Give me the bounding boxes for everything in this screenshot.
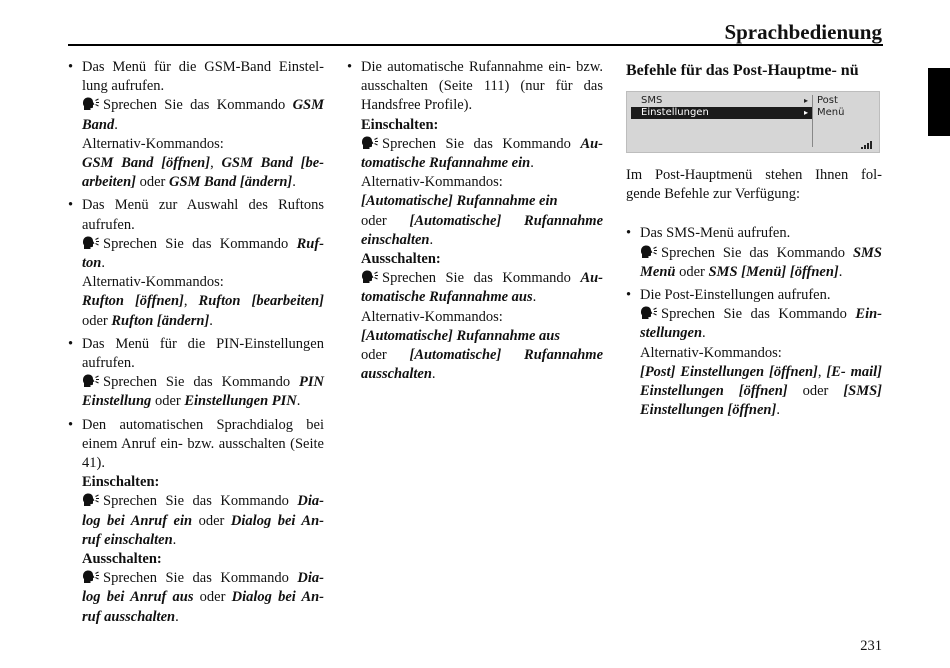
side-label: Post Menü	[817, 95, 845, 118]
list-item: • Die Post-Einstellungen aufrufen. Sprechen Sie das Kommando Ein- stellungen. Alternativ-Kommandos: [Post] Einstellungen [öffnen], [E- mail] Einstellungen [öffnen] oder [SMS] Einstellungen [öffnen].	[626, 287, 883, 419]
menu-item-sms: SMS ▸	[641, 95, 808, 106]
section-heading: Befehle für das Post-Hauptme- nü	[626, 62, 859, 79]
column-2	[347, 58, 603, 388]
list-item: • Das Menü für die GSM-Band Einstel- lung aufrufen. Sprechen Sie das Kommando GSM Band. Alternativ-Kommandos: GSM Band [öffnen], GSM Band [be- arbeiten] oder GSM Band [ändern].	[68, 59, 324, 191]
speaking-head-icon	[82, 570, 100, 584]
speaking-head-icon	[361, 136, 379, 150]
column-1	[68, 58, 324, 631]
speaking-head-icon	[82, 97, 100, 111]
page-number: 231	[860, 638, 882, 654]
signal-icon	[861, 141, 875, 149]
display-screenshot	[626, 91, 880, 153]
list-item: • Den automatischen Sprachdialog bei einem Anruf ein- bzw. ausschalten (Seite 41). Einschalten: Sprechen Sie das Kommando Dia- log bei Anruf ein oder Dialog bei An- ruf einschalten. Ausschalten: Sprechen Sie das Kommando Dia- log bei Anruf aus oder Dialog bei An- ruf ausschalten.	[68, 416, 325, 625]
header-rule	[68, 44, 883, 46]
arrow-right-icon: ▸	[803, 96, 808, 105]
page-title: Sprachbedienung	[724, 20, 882, 44]
column-3	[626, 58, 882, 424]
speaking-head-icon	[82, 374, 100, 388]
speaking-head-icon	[82, 236, 100, 250]
menu-item-einstellungen: Einstellungen ▸	[631, 107, 812, 119]
command-list	[626, 224, 882, 420]
section-thumb-tab	[928, 68, 950, 136]
speaking-head-icon	[640, 245, 658, 259]
command-list	[347, 58, 603, 384]
speaking-head-icon	[640, 306, 658, 320]
arrow-right-icon: ▸	[803, 108, 808, 117]
list-item: • Das Menü für die PIN-Einstellungen aufrufen. Sprechen Sie das Kommando PIN Einstellung oder Einstellungen PIN.	[68, 335, 324, 410]
intro-paragraph: Im Post-Hauptmenü stehen Ihnen fol- gende Befehle zur Verfügung:	[626, 167, 882, 203]
speaking-head-icon	[361, 270, 379, 284]
list-item: • Das SMS-Menü aufrufen. Sprechen Sie das Kommando SMS Menü oder SMS [Menü] [öffnen].	[626, 225, 882, 280]
post-menu-list	[631, 95, 812, 119]
speaking-head-icon	[82, 493, 100, 507]
list-item: • Die automatische Rufannahme ein- bzw. ausschalten (Seite 111) (nur für das Handsfree Profile). Einschalten: Sprechen Sie das Kommando Au- tomatische Rufannahme ein. Alternativ-Kommandos: [Automatische] Rufannahme ein oder [Automatische] Rufannahme einschalten. Ausschalten: Sprechen Sie das Kommando Au- tomatische Rufannahme aus. Alternativ-Kommandos: [Automatische] Rufannahme aus oder [Automatische] Rufannahme ausschalten.	[347, 59, 604, 383]
list-item: • Das Menü zur Auswahl des Ruftons aufrufen. Sprechen Sie das Kommando Ruf- ton. Alternativ-Kommandos: Rufton [öffnen], Rufton [bearbeiten] oder Rufton [ändern].	[68, 197, 325, 329]
command-list	[68, 58, 324, 627]
